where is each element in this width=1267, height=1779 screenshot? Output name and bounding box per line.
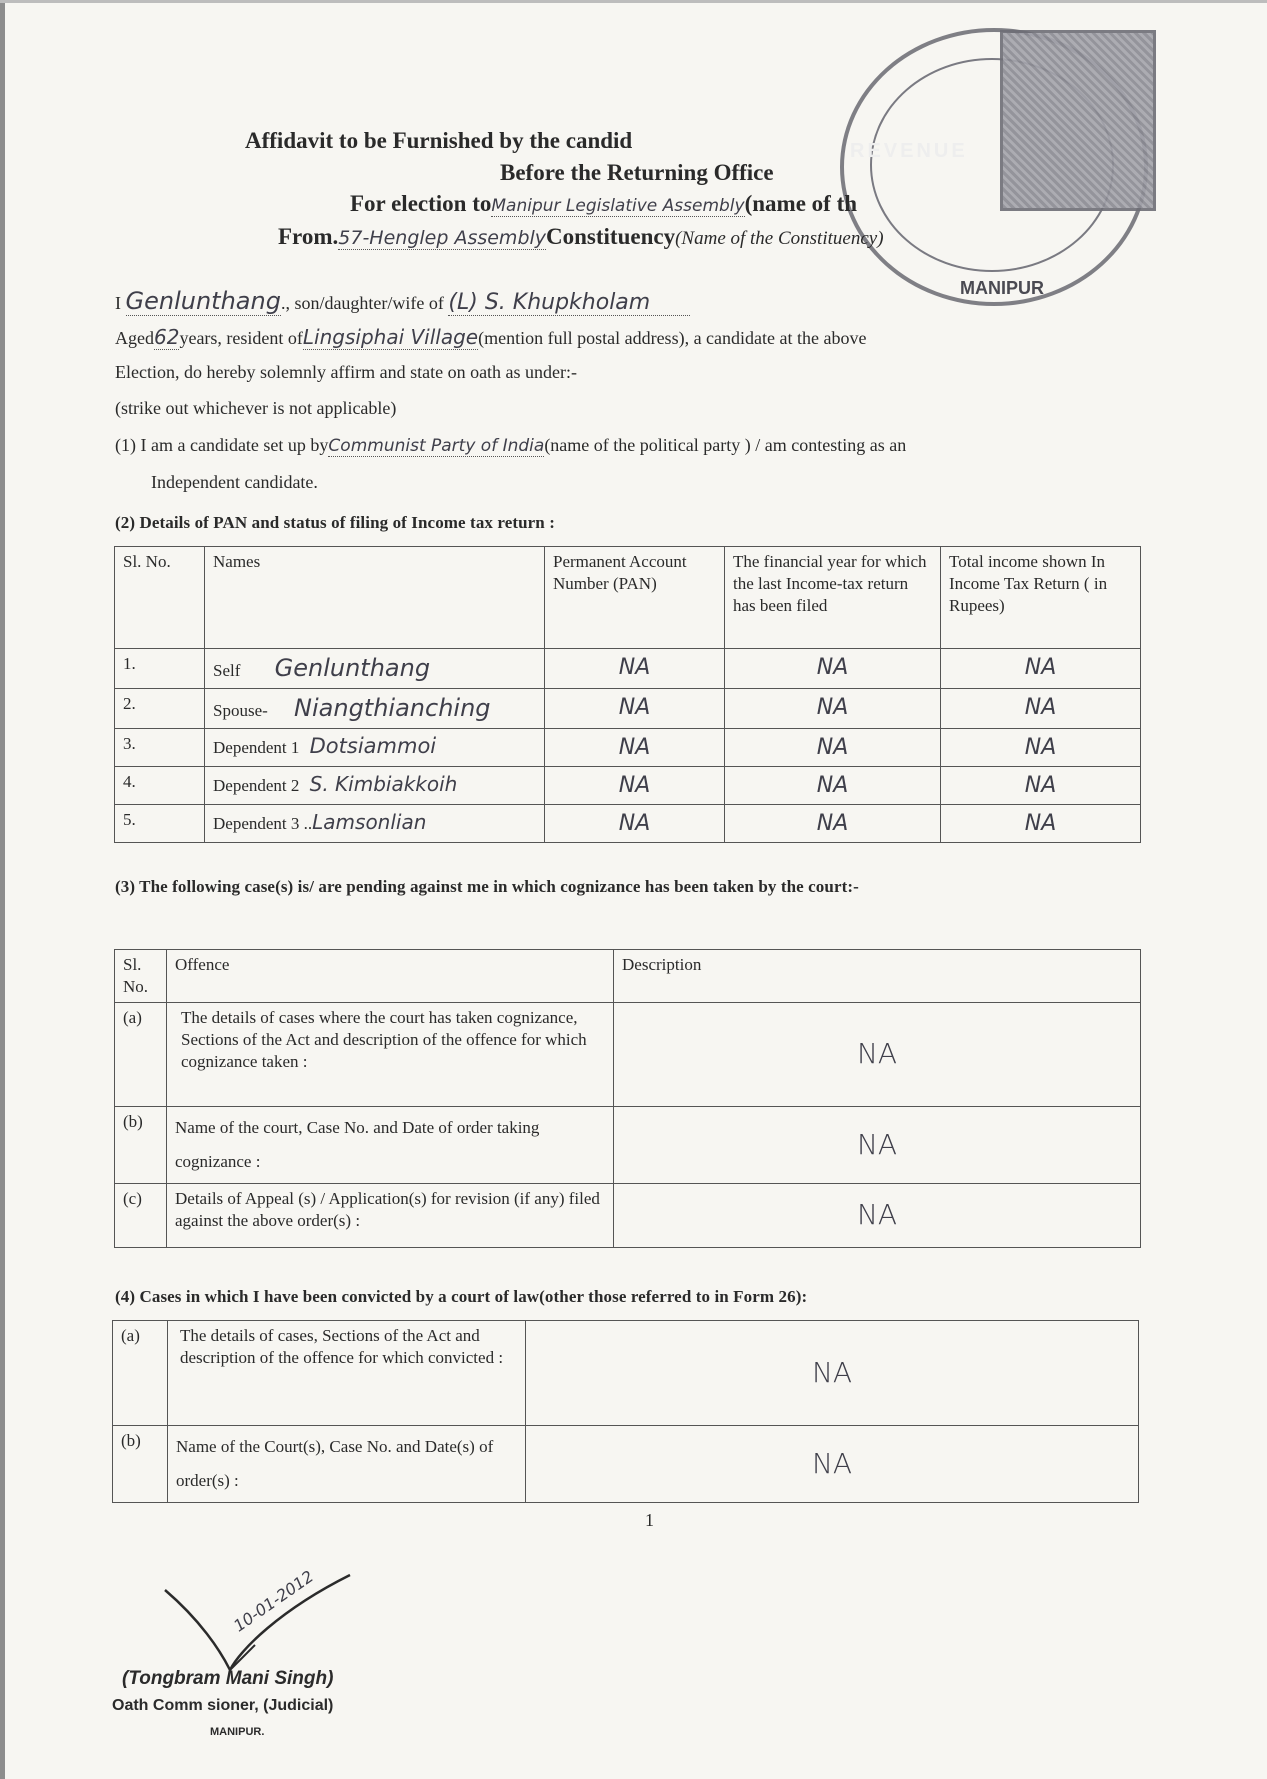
table-row: 4. Dependent 2 S. Kimbiakkoih NA NA NA (115, 767, 1141, 805)
table-row: 2. Spouse- Niangthianching NA NA NA (115, 689, 1141, 729)
pan-table (114, 546, 1141, 843)
returning-officer-line: Before the Returning Office (500, 160, 774, 185)
name-handwritten: S. Kimbiakkoih (309, 772, 458, 797)
table-row: (a) The details of cases, Sections of the Act and description of the offence for which convicted : NA (113, 1321, 1139, 1426)
page-edge (0, 0, 5, 1779)
assembly-name-handwritten: Manipur Legislative Assembly (491, 196, 745, 216)
col-pan: Permanent Account Number (PAN) (545, 547, 725, 649)
oath-line: Election, do hereby solemnly affirm and state on oath as under:- (115, 362, 578, 382)
candidate-name-handwritten: Genlunthang (125, 287, 281, 315)
pan-table-header (115, 547, 1141, 649)
col-description: Description (614, 950, 1141, 1003)
section-4-heading: (4) Cases in which I have been convicted by a court of law(other those referred to in Form 26): (115, 1287, 808, 1306)
name-handwritten: Lamsonlian (312, 810, 427, 835)
name-handwritten: Niangthianching (294, 694, 491, 723)
col-total-income: Total income shown In Income Tax Return ( in Rupees) (941, 547, 1141, 649)
stamp-ring-text: MANIPUR (960, 278, 1044, 298)
pending-cases-table (114, 949, 1141, 1248)
age-handwritten: 62 (154, 325, 180, 349)
independent-line: Independent candidate. (151, 472, 318, 492)
section-2-heading: (2) Details of PAN and status of filing of Income tax return : (115, 513, 555, 532)
table-row: 3. Dependent 1 Dotsiammoi NA NA NA (115, 729, 1141, 767)
constituency-handwritten: 57-Henglep Assembly (338, 227, 547, 249)
page-edge-top (0, 0, 1267, 3)
election-line: For election toManipur Legislative Assembly(name of th (350, 191, 858, 216)
table-row: (c) Details of Appeal (s) / Application(s) for revision (if any) filed against the above order(s) : NA (115, 1184, 1141, 1248)
table-row: (b) Name of the Court(s), Case No. and Date(s) of order(s) : NA (113, 1426, 1139, 1503)
table-row: (b) Name of the court, Case No. and Date of order taking cognizance : NA (115, 1107, 1141, 1184)
affidavit-title: Affidavit to be Furnished by the candid (245, 128, 633, 153)
col-financial-year: The financial year for which the last Income-tax return has been filed (725, 547, 941, 649)
declarant-line: I Genlunthang., son/daughter/wife of (L) S. Khupkholam (115, 287, 690, 315)
col-sl-no: Sl. No. (115, 950, 167, 1003)
name-handwritten: Genlunthang (274, 654, 431, 682)
col-offence: Offence (167, 950, 614, 1003)
party-handwritten: Communist Party of India (328, 436, 545, 456)
address-handwritten: Lingsiphai Village (302, 325, 479, 349)
table-row: 1. Self Genlunthang NA NA NA (115, 649, 1141, 689)
commissioner-name: (Tongbram Mani Singh) (122, 1668, 334, 1689)
signature-date-handwritten: 10-01-2012 (230, 1566, 318, 1636)
constituency-line: From.57-Henglep AssemblyConstituency(Name of the Constituency) (278, 224, 884, 249)
section-3-heading: (3) The following case(s) is/ are pending against me in which cognizance has been taken by the court:- (115, 877, 859, 896)
name-handwritten: Dotsiammoi (309, 734, 437, 759)
father-name-handwritten: (L) S. Khupkholam (448, 290, 690, 316)
revenue-stamp-text: REVENUE (850, 140, 968, 162)
party-line: (1) I am a candidate set up byCommunist Party of India(name of the political party ) / am contesting as an (115, 435, 907, 456)
page-number: 1 (645, 1510, 654, 1530)
revenue-stamp (1000, 30, 1156, 211)
strike-note: (strike out whichever is not applicable) (115, 398, 397, 418)
cases-table-header (115, 950, 1141, 1003)
commissioner-title: Oath Comm sioner, (Judicial) (112, 1697, 334, 1714)
col-names: Names (205, 547, 545, 649)
convictions-table (112, 1320, 1139, 1503)
table-row: 5. Dependent 3 ..Lamsonlian NA NA NA (115, 805, 1141, 843)
col-sl-no: Sl. No. (115, 547, 205, 649)
signature-mark (160, 1570, 360, 1680)
commissioner-place: MANIPUR. (210, 1726, 265, 1738)
residence-line: Aged62years, resident ofLingsiphai Village(mention full postal address), a candidate at the above (115, 325, 867, 349)
table-row: (a) The details of cases where the court has taken cognizance, Sections of the Act and description of the offence for which cognizance taken : NA (115, 1003, 1141, 1107)
